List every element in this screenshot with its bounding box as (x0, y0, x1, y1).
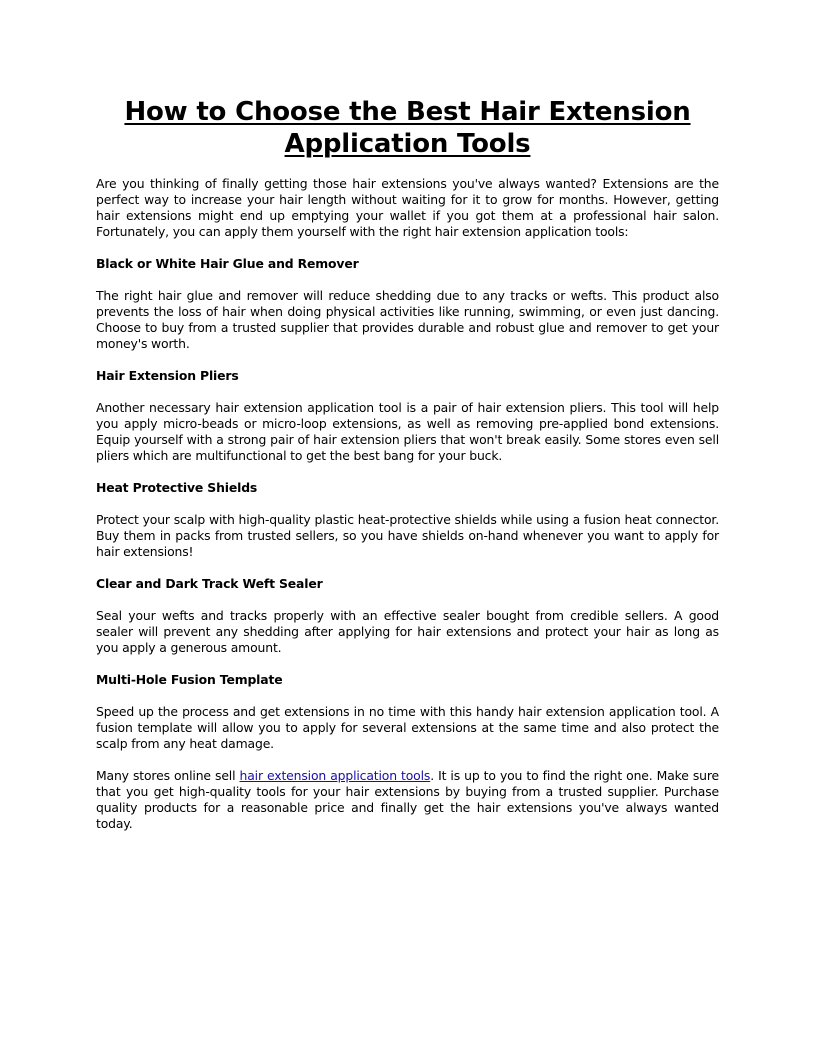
section-body: Speed up the process and get extensions in no time with this handy hair extension application tool. A fusion template will allow you to apply for several extensions at the same time and also protect the scalp from any heat damage. (96, 704, 719, 751)
closing-text-before-link: Many stores online sell (96, 768, 240, 783)
section-heading: Hair Extension Pliers (96, 368, 239, 383)
section-weft-sealer (96, 576, 719, 656)
section-heading: Black or White Hair Glue and Remover (96, 256, 359, 271)
section-heading: Heat Protective Shields (96, 480, 258, 495)
section-pliers (96, 368, 719, 464)
section-body: The right hair glue and remover will reduce shedding due to any tracks or wefts. This product also prevents the loss of hair when doing physical activities like running, swimming, or even just dancing. Choose to buy from a trusted supplier that provides durable and robust glue and remover to get your money's worth. (96, 288, 719, 351)
section-glue-remover (96, 256, 719, 352)
section-heat-shields (96, 480, 719, 560)
section-fusion-template (96, 672, 719, 752)
section-body: Another necessary hair extension application tool is a pair of hair extension pliers. This tool will help you apply micro-beads or micro-loop extensions, as well as removing pre-applied bond extensions. Equip yourself with a strong pair of hair extension pliers that won't break easily. Some stores even sell pliers which are multifunctional to get the best bang for your buck. (96, 400, 719, 463)
closing-paragraph (96, 768, 719, 832)
document-title: How to Choose the Best Hair Extension Application Tools (124, 97, 691, 159)
section-heading: Multi-Hole Fusion Template (96, 672, 283, 687)
document-page (96, 96, 719, 848)
section-heading: Clear and Dark Track Weft Sealer (96, 576, 323, 591)
hair-extension-tools-link[interactable]: hair extension application tools (239, 768, 431, 783)
section-body: Seal your wefts and tracks properly with an effective sealer bought from credible sellers. A good sealer will prevent any shedding after applying for hair extensions and protect your hair as long as you apply a generous amount. (96, 608, 719, 655)
intro-paragraph: Are you thinking of finally getting those hair extensions you've always wanted? Extensions are the perfect way to increase your hair length without waiting for it to grow for months. However, getting hair extensions might end up emptying your wallet if you got them at a professional hair salon. Fortunately, you can apply them yourself with the right hair extension application tools: (96, 176, 719, 239)
closing-text-after-link: . It is up to you to find the right one. Make sure that you get high-quality tools for your hair extensions by buying from a trusted supplier. Purchase quality products for a reasonable price and finally get the hair extensions you've always wanted today. (96, 768, 719, 831)
section-body: Protect your scalp with high-quality plastic heat-protective shields while using a fusion heat connector. Buy them in packs from trusted sellers, so you have shields on-hand whenever you want to apply for hair extensions! (96, 512, 719, 559)
